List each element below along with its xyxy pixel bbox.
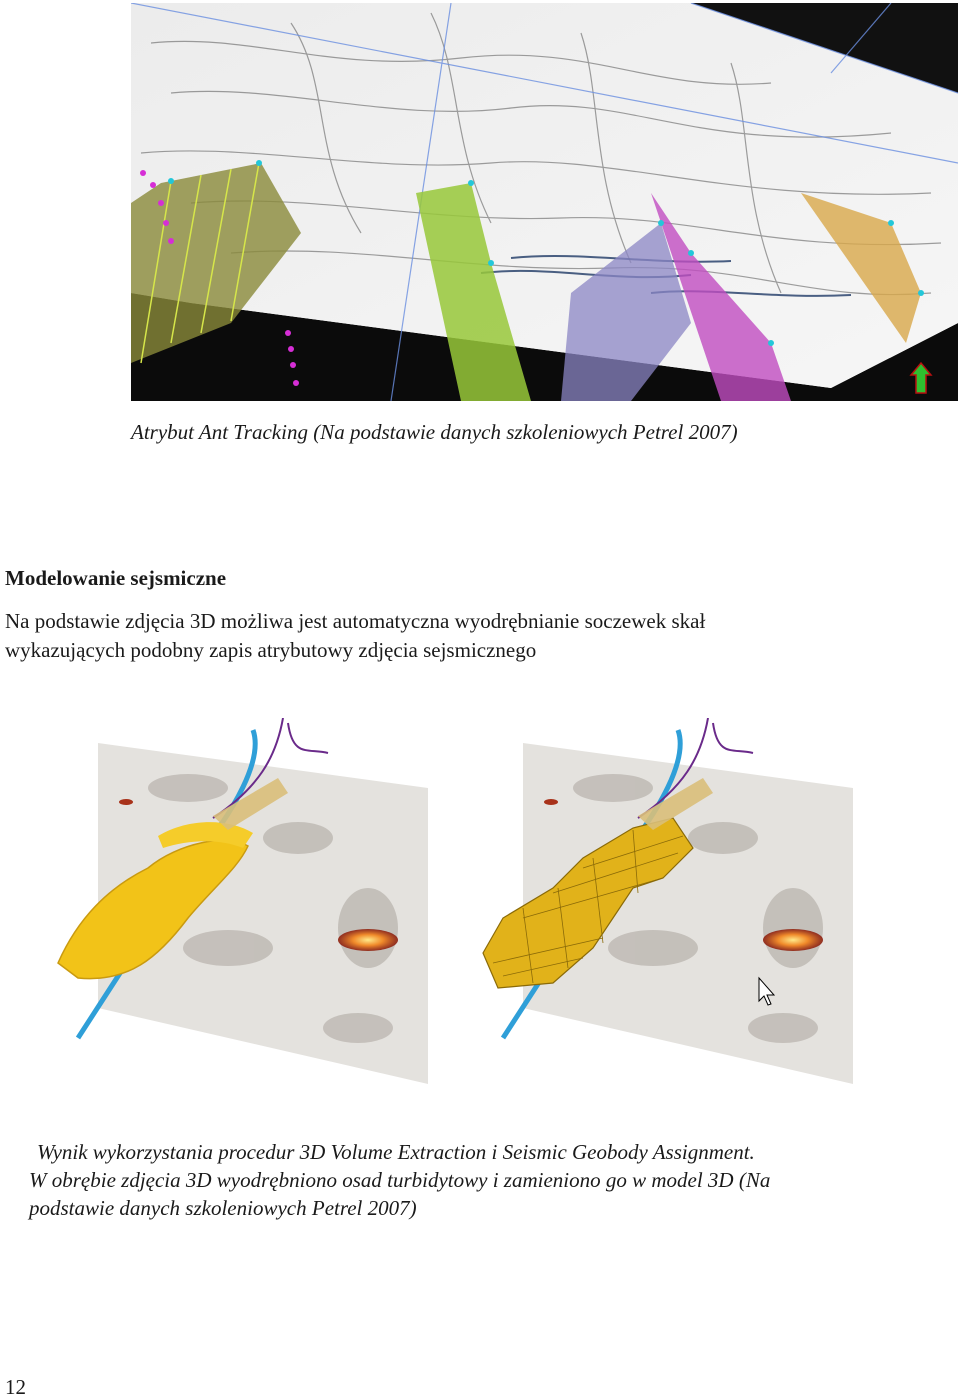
left-panel	[58, 718, 428, 1084]
seismic-anomaly	[338, 929, 398, 951]
figure-top-caption: Atrybut Ant Tracking (Na podstawie danych szkoleniowych Petrel 2007)	[131, 420, 738, 444]
volume-extraction-figure	[38, 718, 868, 1084]
paragraph-line: wykazujących podobny zapis atrybutowy zdjęcia sejsmicznego	[5, 638, 537, 662]
page-number: 12	[5, 1375, 26, 1399]
caption-line: podstawie danych szkoleniowych Petrel 2007)	[29, 1196, 417, 1220]
figure-bottom-caption	[29, 1138, 949, 1222]
ant-tracking-figure	[131, 3, 958, 401]
section-paragraph	[5, 607, 905, 665]
caption-line: W obrębie zdjęcia 3D wyodrębniono osad turbidytowy i zamieniono go w model 3D (Na	[29, 1168, 771, 1192]
paragraph-line: Na podstawie zdjęcia 3D możliwa jest automatyczna wyodrębnianie soczewek skał	[5, 609, 706, 633]
section-heading: Modelowanie sejsmiczne	[5, 566, 227, 590]
caption-line: Wynik wykorzystania procedur 3D Volume Extraction i Seismic Geobody Assignment.	[37, 1140, 755, 1164]
right-panel	[483, 718, 853, 1084]
